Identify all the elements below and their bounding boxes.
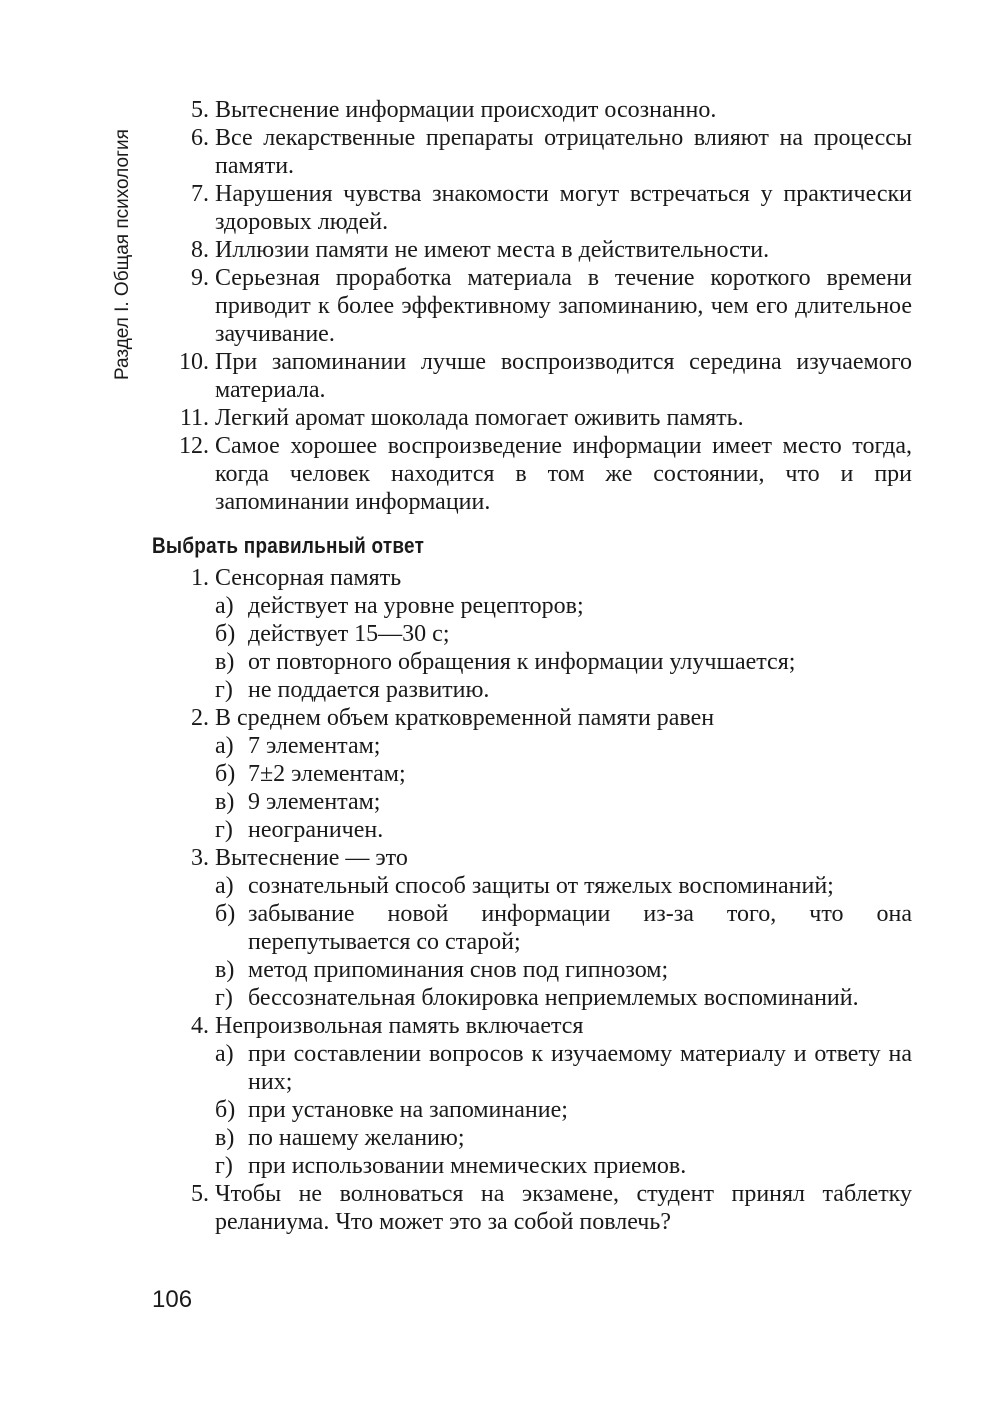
- option-letter: б): [215, 621, 236, 647]
- section-heading: Выбрать правильный ответ: [152, 533, 425, 558]
- option-text: 7±2 элементам;: [248, 761, 406, 787]
- answer-option: [152, 956, 912, 984]
- item-number: 7.: [191, 181, 209, 207]
- option-text: метод припоминания снов под гипнозом;: [248, 957, 669, 983]
- item-number: 8.: [191, 237, 209, 263]
- item-text: Иллюзии памяти не имеют места в действительности.: [215, 237, 770, 263]
- list-item: [152, 264, 912, 348]
- option-text: при установке на запоминание;: [248, 1097, 568, 1123]
- option-letter: в): [215, 957, 235, 983]
- item-text: При запоминании лучше воспроизводится середина изучаемого материала.: [215, 349, 912, 403]
- statements-list: [152, 96, 912, 516]
- list-item: [152, 348, 912, 404]
- option-text: действует 15—30 с;: [248, 621, 450, 647]
- item-number: 12.: [179, 433, 209, 459]
- question: [152, 1180, 912, 1236]
- option-text: бессознательная блокировка неприемлемых воспоминаний.: [248, 985, 859, 1011]
- option-text: 9 элементам;: [248, 789, 381, 815]
- item-number: 6.: [191, 125, 209, 151]
- item-text: Легкий аромат шоколада помогает оживить память.: [215, 405, 744, 431]
- question-number: 5.: [191, 1181, 209, 1207]
- question-number: 1.: [191, 565, 209, 591]
- questions-list: [152, 564, 912, 1236]
- option-letter: г): [215, 817, 233, 843]
- answer-option: [152, 760, 912, 788]
- answer-option: [152, 1152, 912, 1180]
- page-number: 106: [152, 1286, 193, 1313]
- question-text: В среднем объем кратковременной памяти равен: [215, 705, 715, 731]
- option-letter: а): [215, 873, 234, 899]
- option-text: при использовании мнемических приемов.: [248, 1153, 687, 1179]
- answer-option: [152, 648, 912, 676]
- option-letter: а): [215, 593, 234, 619]
- option-text: 7 элементам;: [248, 733, 381, 759]
- option-letter: в): [215, 789, 235, 815]
- option-text: сознательный способ защиты от тяжелых воспоминаний;: [248, 873, 834, 899]
- answer-option: [152, 620, 912, 648]
- option-letter: г): [215, 985, 233, 1011]
- list-item: [152, 404, 912, 432]
- option-text: забывание новой информации из-за того, что она перепутывается со старой;: [248, 901, 912, 955]
- item-number: 10.: [179, 349, 209, 375]
- answer-option: [152, 1096, 912, 1124]
- answer-option: [152, 788, 912, 816]
- question: [152, 1012, 912, 1040]
- question: [152, 704, 912, 732]
- question: [152, 844, 912, 872]
- option-text: от повторного обращения к информации улучшается;: [248, 649, 796, 675]
- option-letter: б): [215, 1097, 236, 1123]
- question-text: Вытеснение — это: [215, 845, 408, 871]
- section-side-label: Раздел I. Общая психология: [112, 129, 133, 380]
- answer-option: [152, 676, 912, 704]
- question-text: Сенсорная память: [215, 565, 402, 591]
- list-item: [152, 124, 912, 180]
- answer-option: [152, 1040, 912, 1096]
- question-text: Чтобы не волноваться на экзамене, студент принял таблетку реланиума. Что может это за собой повлечь?: [215, 1181, 912, 1235]
- answer-option: [152, 872, 912, 900]
- question-text: Непроизвольная память включается: [215, 1013, 584, 1039]
- list-item: [152, 432, 912, 516]
- option-letter: в): [215, 1125, 235, 1151]
- answer-option: [152, 592, 912, 620]
- option-text: действует на уровне рецепторов;: [248, 593, 584, 619]
- option-letter: б): [215, 761, 236, 787]
- item-number: 11.: [179, 405, 209, 431]
- option-letter: г): [215, 677, 233, 703]
- question-number: 3.: [191, 845, 209, 871]
- answer-option: [152, 984, 912, 1012]
- list-item: [152, 96, 912, 124]
- list-item: [152, 236, 912, 264]
- option-letter: г): [215, 1153, 233, 1179]
- option-text: не поддается развитию.: [248, 677, 490, 703]
- option-text: при составлении вопросов к изучаемому материалу и ответу на них;: [248, 1041, 912, 1095]
- option-letter: а): [215, 733, 234, 759]
- answer-option: [152, 732, 912, 760]
- item-text: Все лекарственные препараты отрицательно влияют на процессы памяти.: [215, 125, 912, 179]
- item-text: Нарушения чувства знакомости могут встречаться у практически здоровых людей.: [215, 181, 912, 235]
- question: [152, 564, 912, 592]
- option-letter: в): [215, 649, 235, 675]
- answer-option: [152, 816, 912, 844]
- option-text: неограничен.: [248, 817, 384, 843]
- question-number: 4.: [191, 1013, 209, 1039]
- item-number: 5.: [191, 97, 209, 123]
- item-text: Вытеснение информации происходит осознанно.: [215, 97, 717, 123]
- item-number: 9.: [191, 265, 209, 291]
- option-text: по нашему желанию;: [248, 1125, 465, 1151]
- answer-option: [152, 900, 912, 956]
- question-number: 2.: [191, 705, 209, 731]
- list-item: [152, 180, 912, 236]
- answer-option: [152, 1124, 912, 1152]
- option-letter: б): [215, 901, 236, 927]
- item-text: Самое хорошее воспроизведение информации имеет место тогда, когда человек находится в том же состоянии, что и при запоминании информации.: [215, 433, 912, 515]
- item-text: Серьезная проработка материала в течение короткого времени приводит к более эффективному запоминанию, чем его длительное заучивание.: [215, 265, 912, 347]
- option-letter: а): [215, 1041, 234, 1067]
